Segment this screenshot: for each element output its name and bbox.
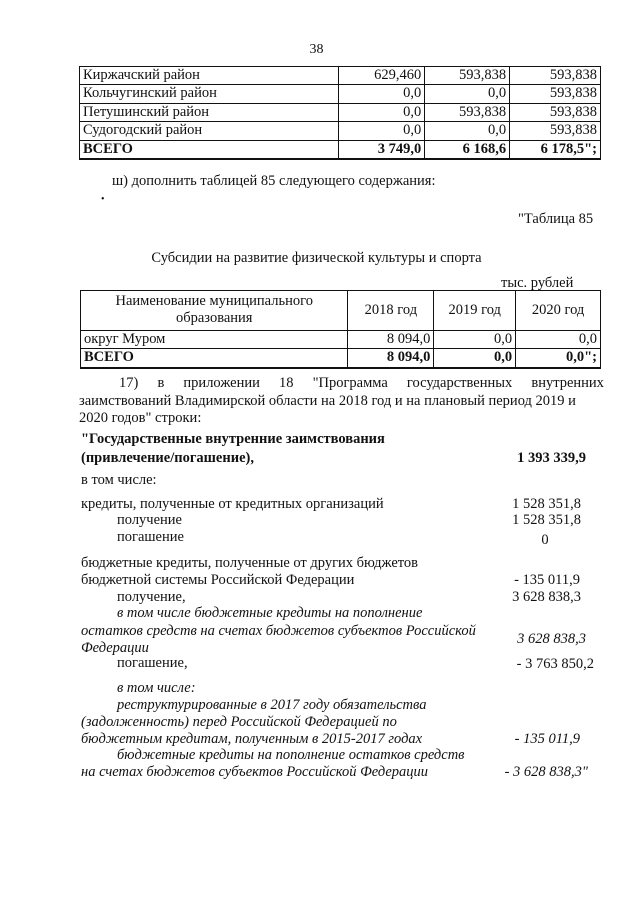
para-17-line-1: [119, 375, 604, 392]
restr-3: бюджетным кредитам, полученным в 2015-2017 годах: [81, 731, 423, 747]
table-85-label: "Таблица 85: [518, 211, 594, 227]
receipt2-label: получение,: [117, 589, 186, 605]
para-17-line-2: заимствований Владимирской области на 2018 год и на плановый период 2019 и: [79, 393, 576, 409]
total-value: 3 749,0: [339, 140, 425, 159]
bk-2: на счетах бюджетов субъектов Российской Федерации: [81, 764, 429, 780]
table-row: [80, 122, 601, 140]
word: приложении: [183, 375, 260, 391]
table-row: [80, 85, 601, 103]
value-cell: 593,838: [510, 85, 601, 103]
header-2020: 2020 год: [516, 291, 601, 331]
total-label: ВСЕГО: [81, 349, 348, 368]
total-value: 0,0";: [516, 349, 601, 368]
para-17-line-3: 2020 годов" строки:: [79, 410, 202, 426]
value-cell: 8 094,0: [348, 330, 434, 348]
value-cell: 0,0: [339, 122, 425, 140]
repay-value: 0: [541, 532, 549, 548]
word: внутренних: [531, 375, 604, 391]
receipt-label: получение: [117, 512, 182, 528]
value-cell: 593,838: [425, 67, 510, 85]
restr-2: (задолженность) перед Российской Федерацией по: [81, 714, 397, 730]
incl-budget-value: 3 628 838,3: [517, 631, 586, 647]
word: 18: [278, 375, 294, 391]
district-name: Судогодский район: [80, 122, 339, 140]
total-value: 6 168,6: [425, 140, 510, 159]
district-name: Киржачский район: [80, 67, 339, 85]
incl-budget-2: остатков средств на счетах бюджетов субъектов Российской: [81, 623, 476, 639]
incl2-label: в том числе:: [117, 680, 196, 696]
repay2-value: - 3 763 850,2: [516, 656, 594, 672]
total-value: 6 178,5";: [510, 140, 601, 159]
receipt-value: 1 528 351,8: [512, 512, 581, 528]
program-heading-value: 1 393 339,9: [517, 450, 586, 466]
page-number: 38: [309, 42, 324, 57]
district-subsidy-table: [79, 66, 601, 160]
budget-value: - 135 011,9: [514, 572, 580, 588]
header-2018: 2018 год: [348, 291, 434, 331]
bk-1: бюджетные кредиты на пополнение остатков средств: [117, 747, 465, 763]
incl-label: в том числе:: [81, 472, 157, 488]
header-2019: 2019 год: [434, 291, 516, 331]
credit-org-value: 1 528 351,8: [512, 496, 581, 512]
municipality-name: округ Муром: [81, 330, 348, 348]
receipt2-value: 3 628 838,3: [512, 589, 581, 605]
table-header-row: [81, 291, 601, 331]
table-row: [80, 67, 601, 85]
unit-label: тыс. рублей: [501, 275, 574, 291]
word: 17): [119, 375, 139, 391]
value-cell: 0,0: [425, 85, 510, 103]
word: "Программа: [312, 375, 388, 391]
budget-label-1: бюджетные кредиты, полученные от других бюджетов: [81, 555, 419, 571]
value-cell: 0,0: [434, 330, 516, 348]
value-cell: 629,460: [339, 67, 425, 85]
value-cell: 593,838: [510, 103, 601, 121]
credit-org-label: кредиты, полученные от кредитных организаций: [81, 496, 384, 512]
total-value: 8 094,0: [348, 349, 434, 368]
repay2-label: погашение,: [117, 655, 188, 671]
word: в: [157, 375, 165, 391]
bk-value: - 3 628 838,3": [504, 764, 588, 780]
table-row: [81, 330, 601, 348]
program-heading-1: "Государственные внутренние заимствования: [81, 431, 385, 447]
total-label: ВСЕГО: [80, 140, 339, 159]
value-cell: 0,0: [339, 85, 425, 103]
total-value: 0,0: [434, 349, 516, 368]
incl-budget-3: Федерации: [81, 640, 149, 656]
value-cell: 593,838: [510, 67, 601, 85]
restr-1: реструктурированные в 2017 году обязательства: [117, 697, 427, 713]
value-cell: 593,838: [425, 103, 510, 121]
budget-label-2: бюджетной системы Российской Федерации: [81, 572, 355, 588]
total-row: [81, 349, 601, 368]
incl-budget-1: в том числе бюджетные кредиты на пополнение: [117, 605, 423, 621]
table-row: [80, 103, 601, 121]
word: государственных: [406, 375, 513, 391]
program-heading-2: (привлечение/погашение),: [81, 450, 254, 466]
total-row: [80, 140, 601, 159]
sport-subsidy-table: [80, 290, 601, 369]
table-85-title: Субсидии на развитие физической культуры и спорта: [151, 250, 482, 266]
instruction-sh: ш) дополнить таблицей 85 следующего содержания:: [112, 173, 436, 189]
repay-label: погашение: [117, 529, 184, 545]
header-municipality: Наименование муниципального образования: [81, 291, 348, 331]
value-cell: 0,0: [339, 103, 425, 121]
district-name: Кольчугинский район: [80, 85, 339, 103]
value-cell: 0,0: [516, 330, 601, 348]
value-cell: 593,838: [510, 122, 601, 140]
restr-value: - 135 011,9: [514, 731, 580, 747]
district-name: Петушинский район: [80, 103, 339, 121]
stray-dot: •: [101, 194, 105, 205]
value-cell: 0,0: [425, 122, 510, 140]
